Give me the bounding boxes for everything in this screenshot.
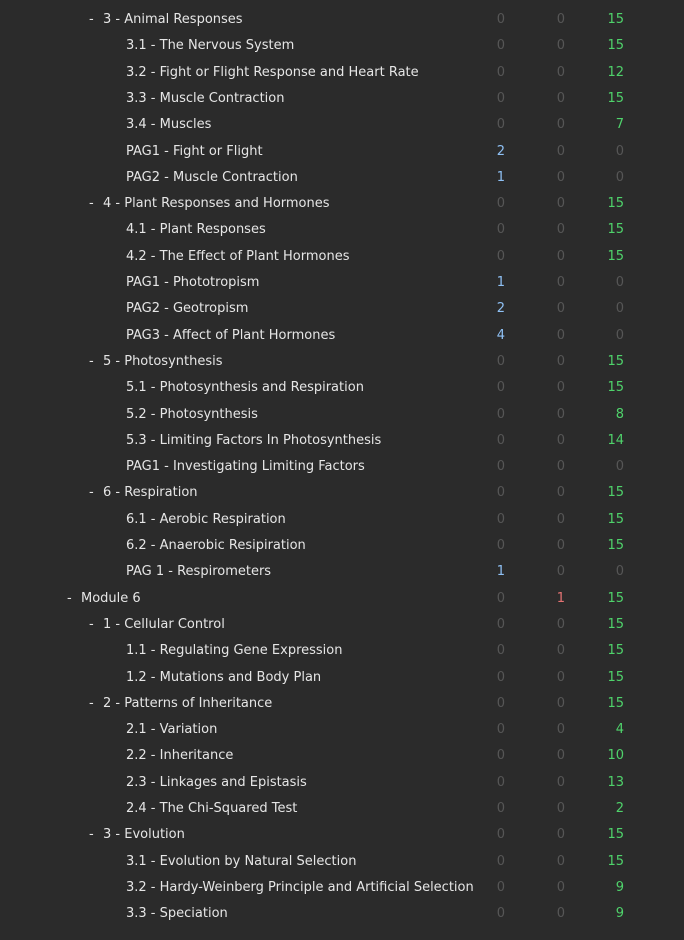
deck-row[interactable] — [0, 665, 684, 691]
new-count: 0 — [496, 906, 505, 922]
deck-row[interactable] — [0, 33, 684, 59]
learn-count: 0 — [556, 511, 565, 527]
deck-group-row[interactable] — [0, 612, 684, 638]
new-count: 0 — [496, 117, 505, 133]
new-count: 2 — [496, 301, 505, 317]
deck-name[interactable] — [89, 822, 185, 848]
deck-row[interactable] — [0, 796, 684, 822]
new-count: 1 — [496, 275, 505, 290]
learn-count: 0 — [556, 722, 565, 738]
due-count: 14 — [607, 432, 624, 448]
deck-row[interactable] — [0, 270, 684, 296]
due-count: 15 — [607, 12, 624, 27]
learn-count: 0 — [556, 275, 565, 290]
due-count: 8 — [615, 406, 624, 422]
due-count: 15 — [607, 695, 624, 711]
deck-name[interactable] — [126, 244, 350, 270]
deck-label: 3.1 - The Nervous System — [126, 38, 295, 54]
deck-label: PAG1 - Phototropism — [126, 275, 260, 290]
deck-row[interactable] — [0, 428, 684, 454]
deck-label: 3.3 - Speciation — [126, 906, 228, 922]
deck-label: PAG2 - Geotropism — [126, 301, 249, 317]
deck-group-row[interactable] — [0, 191, 684, 217]
deck-label: 3 - Animal Responses — [103, 12, 243, 27]
deck-label: 1.1 - Regulating Gene Expression — [126, 643, 343, 659]
new-count: 2 — [496, 143, 505, 159]
deck-name[interactable] — [89, 480, 198, 506]
collapse-toggle-icon[interactable]: - — [89, 12, 94, 27]
learn-count: 0 — [556, 380, 565, 396]
due-count: 0 — [615, 143, 624, 159]
due-count: 0 — [615, 459, 624, 475]
deck-name[interactable] — [126, 139, 263, 165]
new-count: 0 — [496, 590, 505, 606]
deck-row[interactable] — [0, 323, 684, 349]
deck-row[interactable] — [0, 717, 684, 743]
due-count: 9 — [615, 906, 624, 922]
new-count: 0 — [496, 432, 505, 448]
collapse-toggle-icon[interactable]: - — [89, 196, 94, 212]
deck-name[interactable] — [126, 665, 321, 691]
deck-name[interactable] — [126, 796, 297, 822]
learn-count: 0 — [556, 853, 565, 869]
due-count: 15 — [607, 380, 624, 396]
deck-name[interactable] — [126, 717, 217, 743]
new-count: 0 — [496, 64, 505, 80]
deck-name[interactable] — [126, 849, 356, 875]
deck-row[interactable] — [0, 375, 684, 401]
due-count: 15 — [607, 485, 624, 501]
deck-group-row[interactable] — [0, 822, 684, 848]
deck-label: PAG1 - Investigating Limiting Factors — [126, 459, 365, 475]
deck-name[interactable] — [126, 165, 298, 191]
learn-count: 0 — [556, 538, 565, 553]
deck-row[interactable] — [0, 296, 684, 322]
due-count: 15 — [607, 643, 624, 659]
collapse-toggle-icon[interactable]: - — [89, 353, 94, 369]
deck-group-row[interactable] — [0, 349, 684, 375]
deck-row[interactable] — [0, 165, 684, 191]
learn-count: 0 — [556, 169, 565, 185]
deck-label: 5 - Photosynthesis — [103, 353, 223, 369]
learn-count: 0 — [556, 64, 565, 80]
due-count: 7 — [615, 117, 624, 133]
collapse-toggle-icon[interactable]: - — [89, 485, 94, 501]
learn-count: 0 — [556, 353, 565, 369]
due-count: 15 — [607, 248, 624, 264]
deck-name[interactable] — [126, 428, 381, 454]
due-count: 15 — [607, 38, 624, 54]
deck-row[interactable] — [0, 901, 684, 927]
deck-label: 3.4 - Muscles — [126, 117, 212, 133]
due-count: 15 — [607, 853, 624, 869]
deck-name[interactable] — [89, 7, 243, 33]
due-count: 15 — [607, 590, 624, 606]
collapse-toggle-icon[interactable]: - — [67, 590, 72, 606]
due-count: 13 — [607, 774, 624, 790]
deck-row[interactable] — [0, 112, 684, 138]
deck-row[interactable] — [0, 770, 684, 796]
due-count: 0 — [615, 301, 624, 317]
deck-label: 5.2 - Photosynthesis — [126, 406, 258, 422]
deck-group-row[interactable] — [0, 586, 684, 612]
deck-label: 5.3 - Limiting Factors In Photosynthesis — [126, 432, 382, 448]
deck-name[interactable] — [126, 743, 233, 769]
deck-row[interactable] — [0, 60, 684, 86]
due-count: 12 — [607, 64, 624, 80]
new-count: 0 — [496, 538, 505, 553]
deck-name[interactable] — [126, 638, 343, 664]
deck-name[interactable] — [126, 375, 364, 401]
learn-count: 0 — [556, 616, 565, 632]
deck-name[interactable] — [126, 507, 286, 533]
deck-label: 3.3 - Muscle Contraction — [126, 90, 285, 106]
new-count: 0 — [496, 722, 505, 738]
new-count: 0 — [496, 459, 505, 475]
deck-row[interactable] — [0, 533, 684, 559]
deck-name[interactable] — [89, 691, 272, 717]
collapse-toggle-icon[interactable]: - — [89, 827, 94, 843]
deck-row[interactable] — [0, 849, 684, 875]
deck-name[interactable] — [89, 612, 225, 638]
deck-name[interactable] — [126, 270, 259, 296]
new-count: 4 — [496, 327, 505, 343]
learn-count: 0 — [556, 301, 565, 317]
deck-name[interactable] — [126, 454, 365, 480]
new-count: 0 — [496, 485, 505, 501]
learn-count: 0 — [556, 669, 565, 685]
due-count: 15 — [607, 196, 624, 212]
deck-group-row[interactable] — [0, 480, 684, 506]
learn-count: 0 — [556, 196, 565, 212]
learn-count: 0 — [556, 143, 565, 159]
deck-label: 1 - Cellular Control — [103, 616, 225, 632]
deck-name[interactable] — [126, 296, 248, 322]
new-count: 0 — [496, 12, 505, 27]
deck-group-row[interactable] — [0, 691, 684, 717]
due-count: 4 — [615, 722, 624, 738]
learn-count: 0 — [556, 406, 565, 422]
deck-label: 2.4 - The Chi-Squared Test — [126, 801, 298, 816]
new-count: 0 — [496, 774, 505, 790]
due-count: 15 — [607, 90, 624, 106]
due-count: 15 — [607, 827, 624, 843]
new-count: 0 — [496, 353, 505, 369]
learn-count: 0 — [556, 432, 565, 448]
learn-count: 0 — [556, 564, 565, 580]
deck-label: 6 - Respiration — [103, 485, 198, 501]
deck-name[interactable] — [126, 323, 335, 349]
deck-label: 2.1 - Variation — [126, 722, 218, 738]
learn-count: 0 — [556, 12, 565, 27]
due-count: 15 — [607, 669, 624, 685]
collapse-toggle-icon[interactable]: - — [89, 616, 94, 632]
new-count: 0 — [496, 669, 505, 685]
due-count: 0 — [615, 275, 624, 290]
new-count: 0 — [496, 748, 505, 764]
deck-label: 2 - Patterns of Inheritance — [103, 695, 273, 711]
new-count: 0 — [496, 643, 505, 659]
deck-name[interactable] — [126, 402, 258, 428]
deck-name[interactable] — [126, 60, 419, 86]
learn-count: 0 — [556, 117, 565, 133]
deck-label: PAG2 - Muscle Contraction — [126, 169, 298, 185]
deck-label: Module 6 — [81, 590, 141, 606]
deck-name[interactable] — [126, 33, 294, 59]
new-count: 0 — [496, 380, 505, 396]
learn-count: 0 — [556, 248, 565, 264]
deck-name[interactable] — [126, 770, 307, 796]
deck-label: 5.1 - Photosynthesis and Respiration — [126, 380, 364, 396]
due-count: 2 — [615, 801, 624, 816]
learn-count: 0 — [556, 801, 565, 816]
new-count: 0 — [496, 222, 505, 238]
deck-label: 3.1 - Evolution by Natural Selection — [126, 853, 357, 869]
learn-count: 0 — [556, 327, 565, 343]
deck-label: 1.2 - Mutations and Body Plan — [126, 669, 322, 685]
due-count: 0 — [615, 169, 624, 185]
deck-name[interactable] — [126, 533, 306, 559]
due-count: 15 — [607, 222, 624, 238]
new-count: 1 — [496, 169, 505, 185]
new-count: 0 — [496, 801, 505, 816]
deck-row[interactable] — [0, 402, 684, 428]
deck-row[interactable] — [0, 638, 684, 664]
learn-count: 0 — [556, 38, 565, 54]
deck-label: PAG 1 - Respirometers — [126, 564, 272, 580]
deck-label: 3 - Evolution — [103, 827, 185, 843]
due-count: 15 — [607, 616, 624, 632]
deck-row[interactable] — [0, 559, 684, 585]
learn-count: 0 — [556, 827, 565, 843]
deck-row[interactable] — [0, 86, 684, 112]
new-count: 0 — [496, 511, 505, 527]
deck-row[interactable] — [0, 507, 684, 533]
deck-label: 4.2 - The Effect of Plant Hormones — [126, 248, 350, 264]
deck-name[interactable] — [126, 875, 474, 901]
learn-count: 0 — [556, 222, 565, 238]
learn-count: 0 — [556, 485, 565, 501]
deck-label: PAG3 - Affect of Plant Hormones — [126, 327, 336, 343]
new-count: 0 — [496, 90, 505, 106]
deck-label: 4 - Plant Responses and Hormones — [103, 196, 330, 212]
learn-count: 0 — [556, 748, 565, 764]
deck-name[interactable] — [89, 191, 330, 217]
due-count: 9 — [615, 879, 624, 895]
deck-name[interactable] — [126, 86, 284, 112]
new-count: 0 — [496, 879, 505, 895]
deck-label: 2.3 - Linkages and Epistasis — [126, 774, 307, 790]
deck-label: 4.1 - Plant Responses — [126, 222, 266, 238]
due-count: 10 — [607, 748, 624, 764]
deck-name[interactable] — [126, 112, 211, 138]
deck-name[interactable] — [126, 559, 271, 585]
deck-row[interactable] — [0, 454, 684, 480]
deck-name[interactable] — [67, 586, 141, 612]
deck-label: 3.2 - Hardy-Weinberg Principle and Artificial Selection — [126, 879, 474, 895]
due-count: 15 — [607, 511, 624, 527]
deck-row[interactable] — [0, 244, 684, 270]
deck-label: 6.1 - Aerobic Respiration — [126, 511, 286, 527]
due-count: 15 — [607, 353, 624, 369]
deck-name[interactable] — [126, 901, 228, 927]
learn-count: 0 — [556, 774, 565, 790]
new-count: 1 — [496, 564, 505, 580]
due-count: 0 — [615, 564, 624, 580]
new-count: 0 — [496, 695, 505, 711]
learn-count: 0 — [556, 90, 565, 106]
due-count: 15 — [607, 538, 624, 553]
deck-name[interactable] — [126, 217, 266, 243]
deck-label: PAG1 - Fight or Flight — [126, 143, 263, 159]
new-count: 0 — [496, 853, 505, 869]
learn-count: 0 — [556, 643, 565, 659]
new-count: 0 — [496, 616, 505, 632]
learn-count: 0 — [556, 459, 565, 475]
deck-label: 6.2 - Anaerobic Resipiration — [126, 538, 306, 553]
learn-count: 0 — [556, 879, 565, 895]
deck-row[interactable] — [0, 217, 684, 243]
deck-row[interactable] — [0, 139, 684, 165]
new-count: 0 — [496, 196, 505, 212]
deck-row[interactable] — [0, 743, 684, 769]
learn-count: 0 — [556, 906, 565, 922]
deck-label: 2.2 - Inheritance — [126, 748, 234, 764]
new-count: 0 — [496, 248, 505, 264]
deck-name[interactable] — [89, 349, 223, 375]
deck-label: 3.2 - Fight or Flight Response and Heart Rate — [126, 64, 419, 80]
new-count: 0 — [496, 827, 505, 843]
deck-row[interactable] — [0, 875, 684, 901]
learn-count: 1 — [556, 590, 565, 606]
collapse-toggle-icon[interactable]: - — [89, 695, 94, 711]
deck-group-row[interactable] — [0, 7, 684, 33]
new-count: 0 — [496, 38, 505, 54]
learn-count: 0 — [556, 695, 565, 711]
due-count: 0 — [615, 327, 624, 343]
new-count: 0 — [496, 406, 505, 422]
